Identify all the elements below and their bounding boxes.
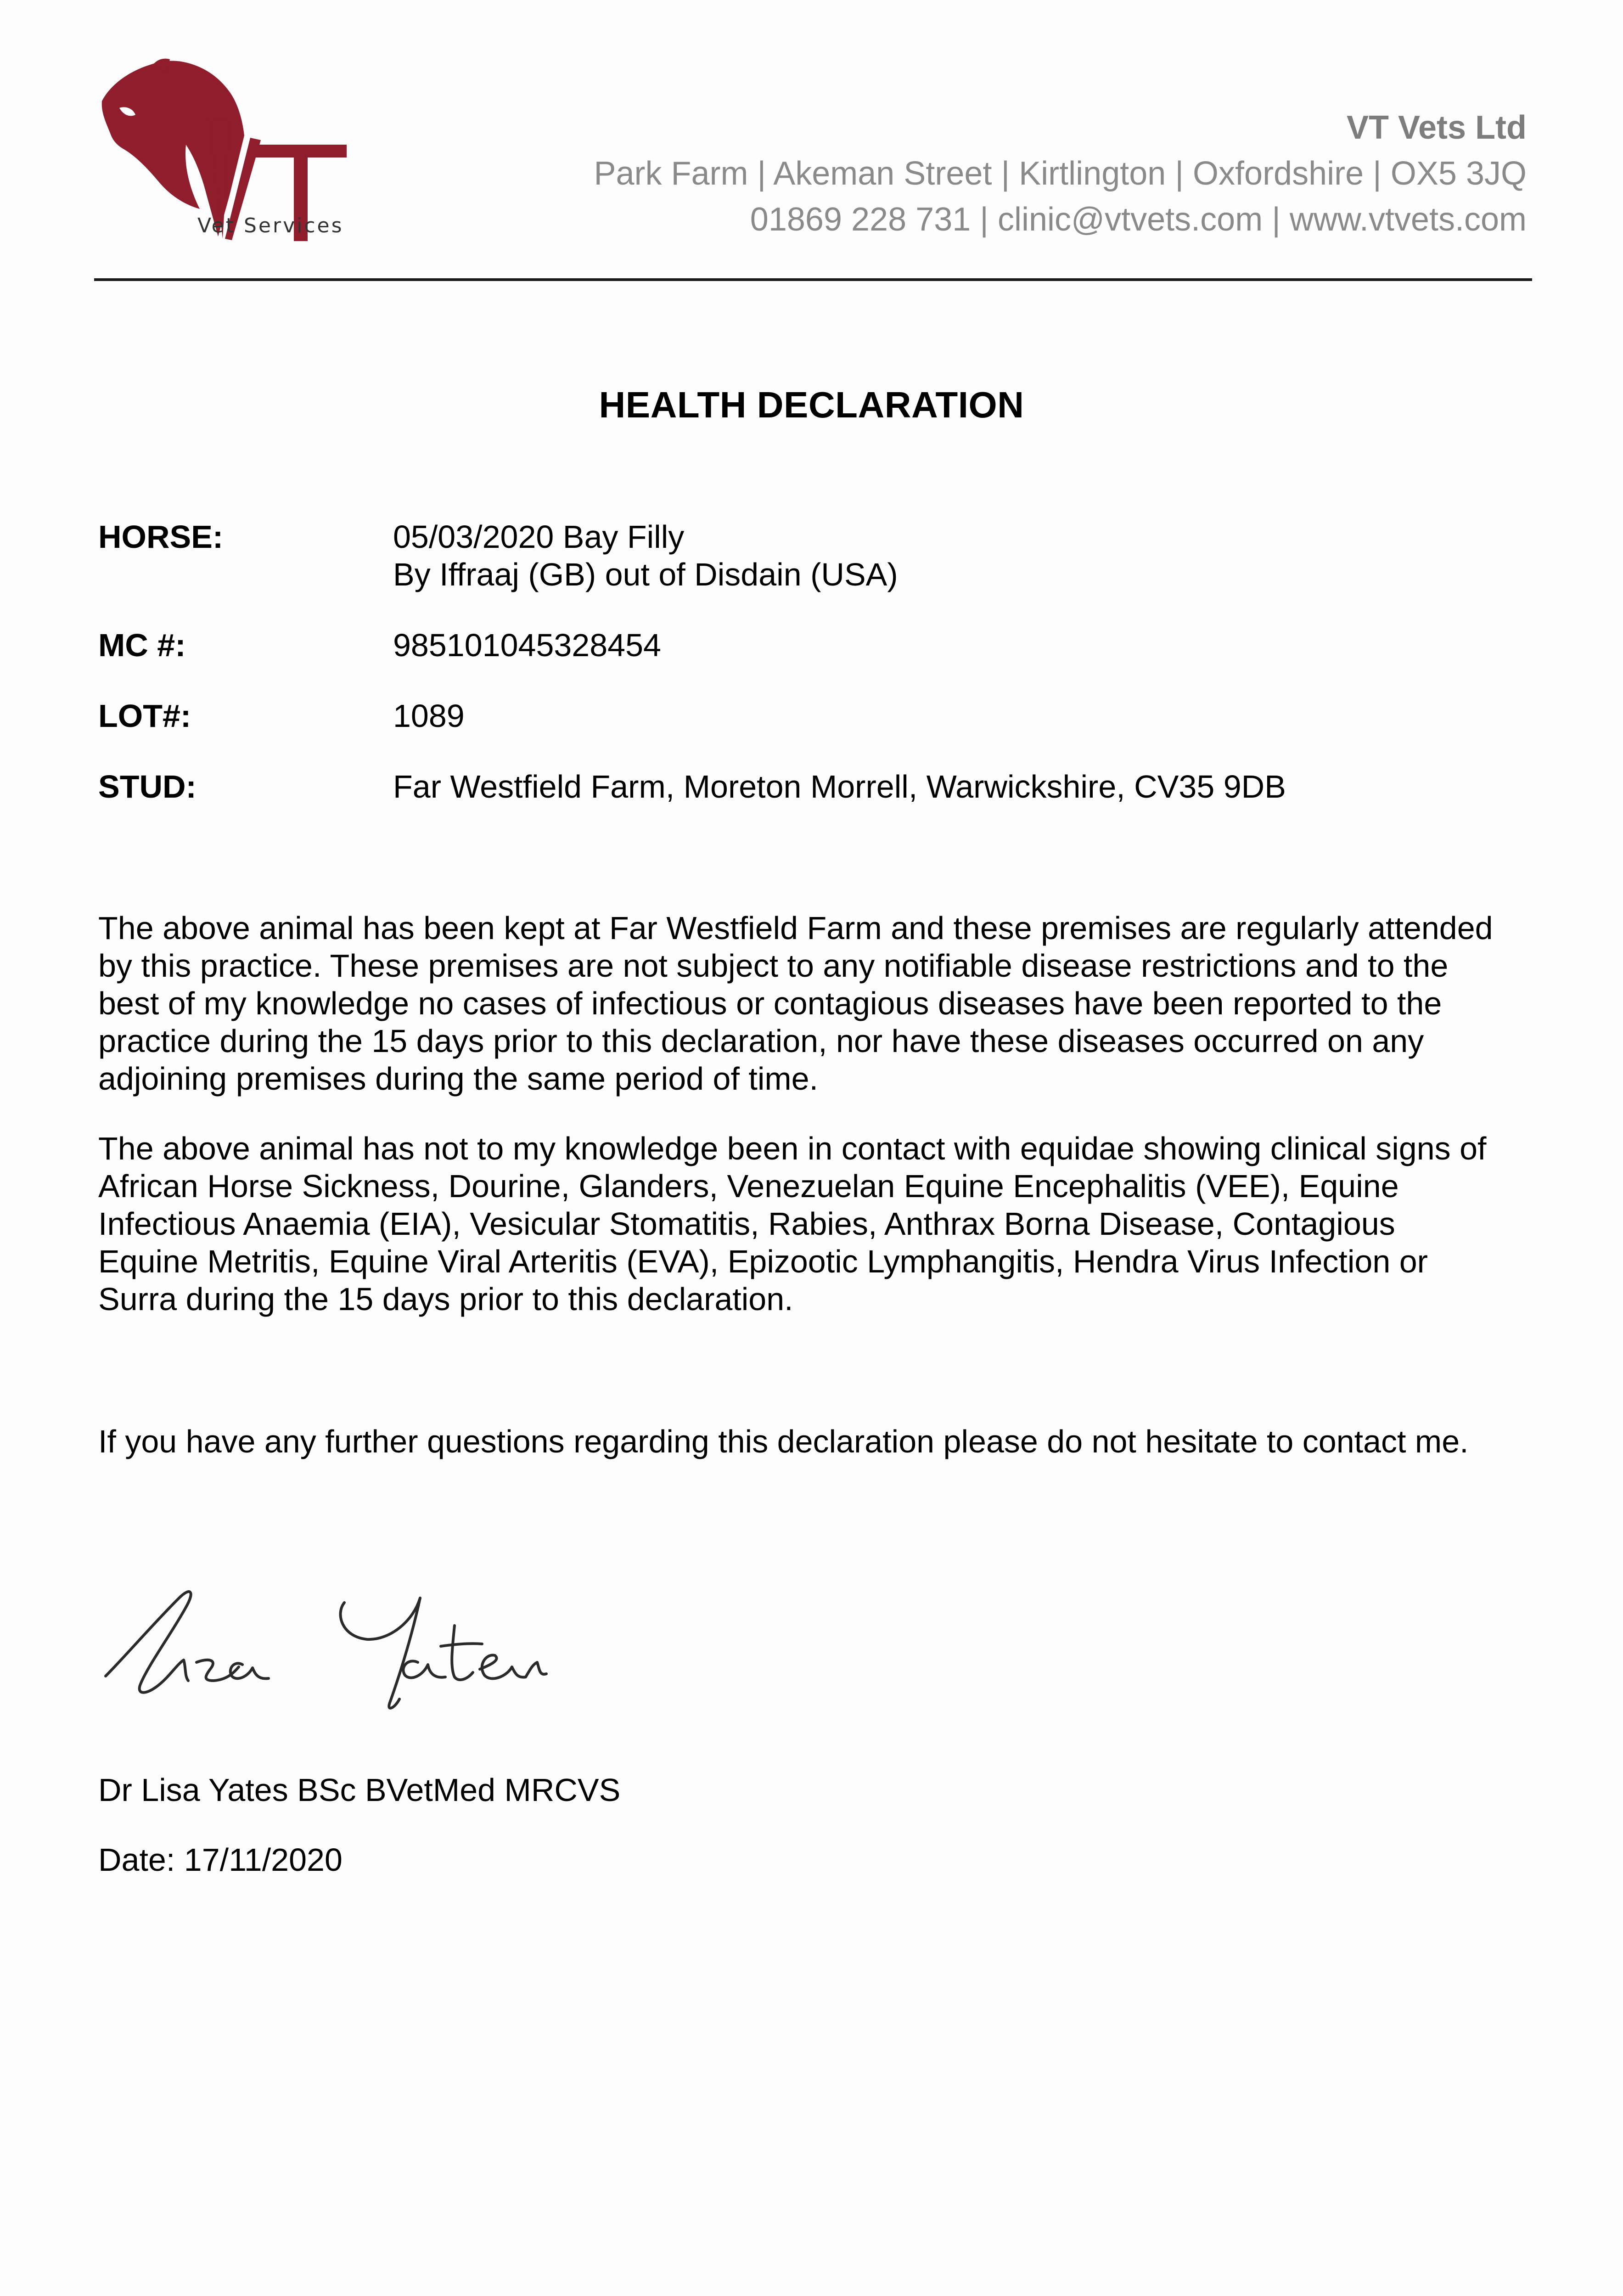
horse-line1: 05/03/2020 Bay Filly [393,519,685,555]
paragraph-line: Surra during the 15 days prior to this declaration. [98,1281,793,1317]
horse-label: HORSE: [98,519,224,555]
paragraph-line: The above animal has been kept at Far Westfield Farm and these premises are regularly attended [98,910,1493,946]
header-divider [94,278,1532,281]
declaration-date: Date: 17/11/2020 [98,1842,343,1878]
stud-label: STUD: [98,769,197,805]
signer-name: Dr Lisa Yates BSc BVetMed MRCVS [98,1772,621,1808]
paragraph-line: The above animal has not to my knowledge been in contact with equidae showing clinical signs of [98,1131,1487,1166]
handwritten-signature [96,1570,716,1727]
paragraph-line: practice during the 15 days prior to this declaration, nor have these diseases occurred on any [98,1023,1424,1059]
declaration-paragraph-1 [98,909,1540,1097]
paragraph-line: Equine Metritis, Equine Viral Arteritis (EVA), Epizootic Lymphangitis, Hendra Virus Infection or [98,1244,1428,1279]
paragraph-line: by this practice. These premises are not subject to any notifiable disease restrictions and to the [98,948,1449,984]
company-info [594,105,1527,242]
page-title: HEALTH DECLARATION [599,384,1024,425]
horse-value [393,518,898,593]
lot-row [98,697,1286,735]
horse-row [98,518,1286,593]
paragraph-line: African Horse Sickness, Dourine, Glanders, Venezuelan Equine Encephalitis (VEE), Equine [98,1168,1399,1204]
company-contact: 01869 228 731 | clinic@vtvets.com | www.vtvets.com [750,201,1527,238]
company-name: VT Vets Ltd [1346,109,1527,146]
company-address: Park Farm | Akeman Street | Kirtlington | Oxfordshire | OX5 3JQ [594,155,1527,192]
stud-value: Far Westfield Farm, Moreton Morrell, Warwickshire, CV35 9DB [393,769,1286,805]
logo-tagline: Vet Services [197,214,344,237]
lot-label: LOT#: [98,698,191,734]
mc-row [98,626,1286,664]
declaration-paragraph-2 [98,1130,1540,1318]
mc-value: 985101045328454 [393,627,661,663]
mc-label: MC #: [98,627,186,663]
paragraph-line: adjoining premises during the same period of time. [98,1061,819,1097]
paragraph-line: Infectious Anaemia (EIA), Vesicular Stomatitis, Rabies, Anthrax Borna Disease, Contagious [98,1206,1395,1242]
contact-paragraph: If you have any further questions regarding this declaration please do not hesitate to contact me. [98,1424,1469,1459]
lot-value: 1089 [393,698,465,734]
horse-line2: By Iffraaj (GB) out of Disdain (USA) [393,557,898,592]
details-section [98,518,1286,838]
paragraph-line: best of my knowledge no cases of infectious or contagious diseases have been reported to the [98,985,1442,1021]
stud-row [98,768,1286,805]
